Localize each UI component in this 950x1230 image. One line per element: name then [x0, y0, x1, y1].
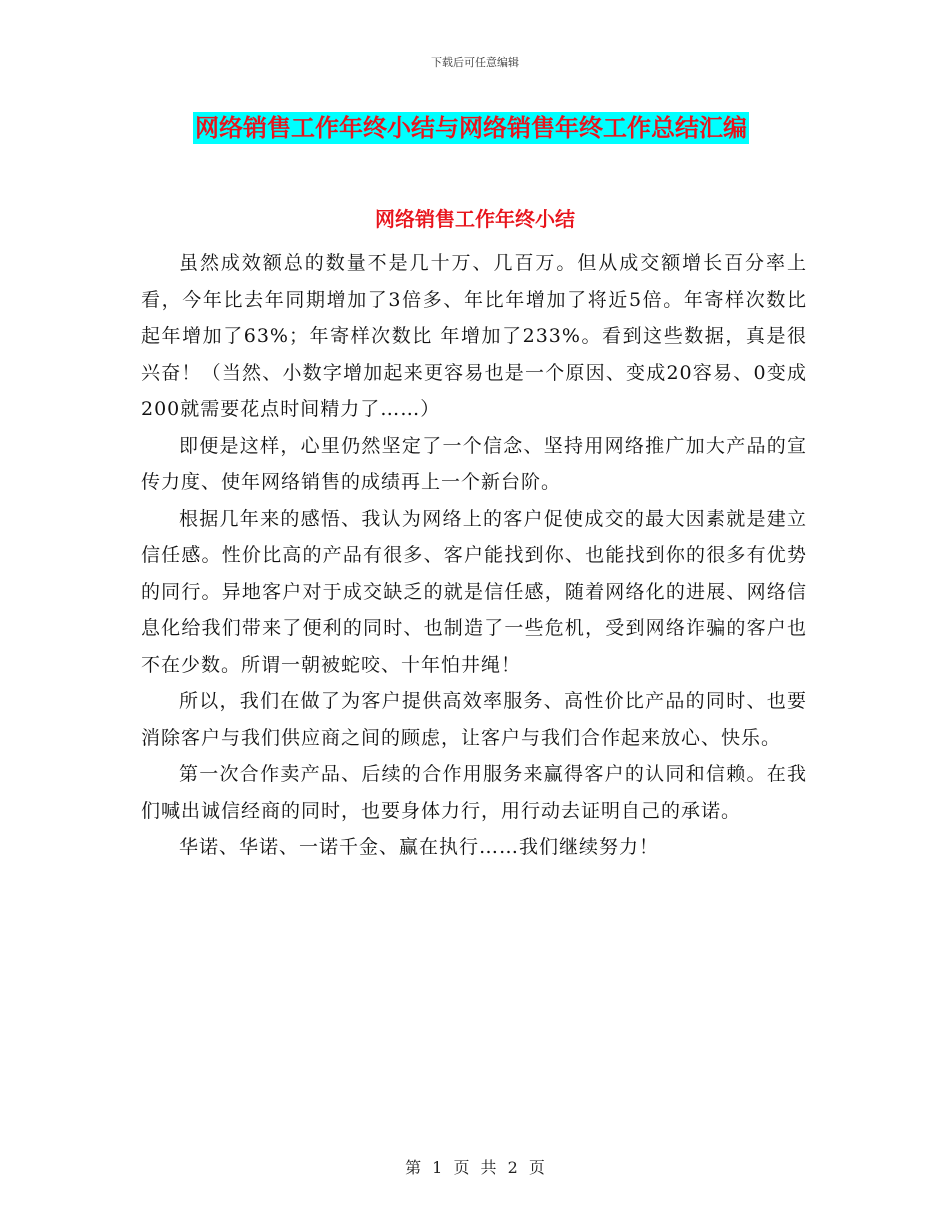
document-title: 网络销售工作年终小结与网络销售年终工作总结汇编 — [195, 114, 747, 142]
document-body — [141, 245, 807, 866]
page-footer: 第 1 页 共 2 页 — [405, 1158, 545, 1177]
paragraph-2: 即便是这样，心里仍然坚定了一个信念、坚持用网络推广加大产品的宣传力度、使年网络销售的成绩再上一个新台阶。 — [141, 434, 807, 493]
paragraph-1: 虽然成效额总的数量不是几十万、几百万。但从成交额增长百分率上看，今年比去年同期增加了3倍多、年比年增加了将近5倍。年寄样次数比起年增加了63%；年寄样次数比 年增加了233%。看到这些数据，真是很兴奋！（当然、小数字增加起来更容易也是一个原因、变成20容易、0变成200就需要花点时间精力了……） — [141, 252, 807, 420]
header-note: 下载后可任意编辑 — [431, 56, 519, 69]
section-title: 网络销售工作年终小结 — [375, 207, 575, 231]
paragraph-3: 根据几年来的感悟、我认为网络上的客户促使成交的最大因素就是建立信任感。性价比高的产品有很多、客户能找到你、也能找到你的很多有优势的同行。异地客户对于成交缺乏的就是信任感，随着网络化的进展、网络信息化给我们带来了便利的同时、也制造了一些危机，受到网络诈骗的客户也不在少数。所谓一朝被蛇咬、十年怕井绳！ — [141, 507, 807, 676]
paragraph-6: 华诺、华诺、一诺千金、赢在执行……我们继续努力！ — [179, 836, 660, 858]
paragraph-5: 第一次合作卖产品、后续的合作用服务来赢得客户的认同和信赖。在我们喊出诚信经商的同时，也要身体力行，用行动去证明自己的承诺。 — [141, 763, 807, 822]
paragraph-4: 所以，我们在做了为客户提供高效率服务、高性价比产品的同时、也要消除客户与我们供应商之间的顾虑，让客户与我们合作起来放心、快乐。 — [141, 690, 807, 749]
